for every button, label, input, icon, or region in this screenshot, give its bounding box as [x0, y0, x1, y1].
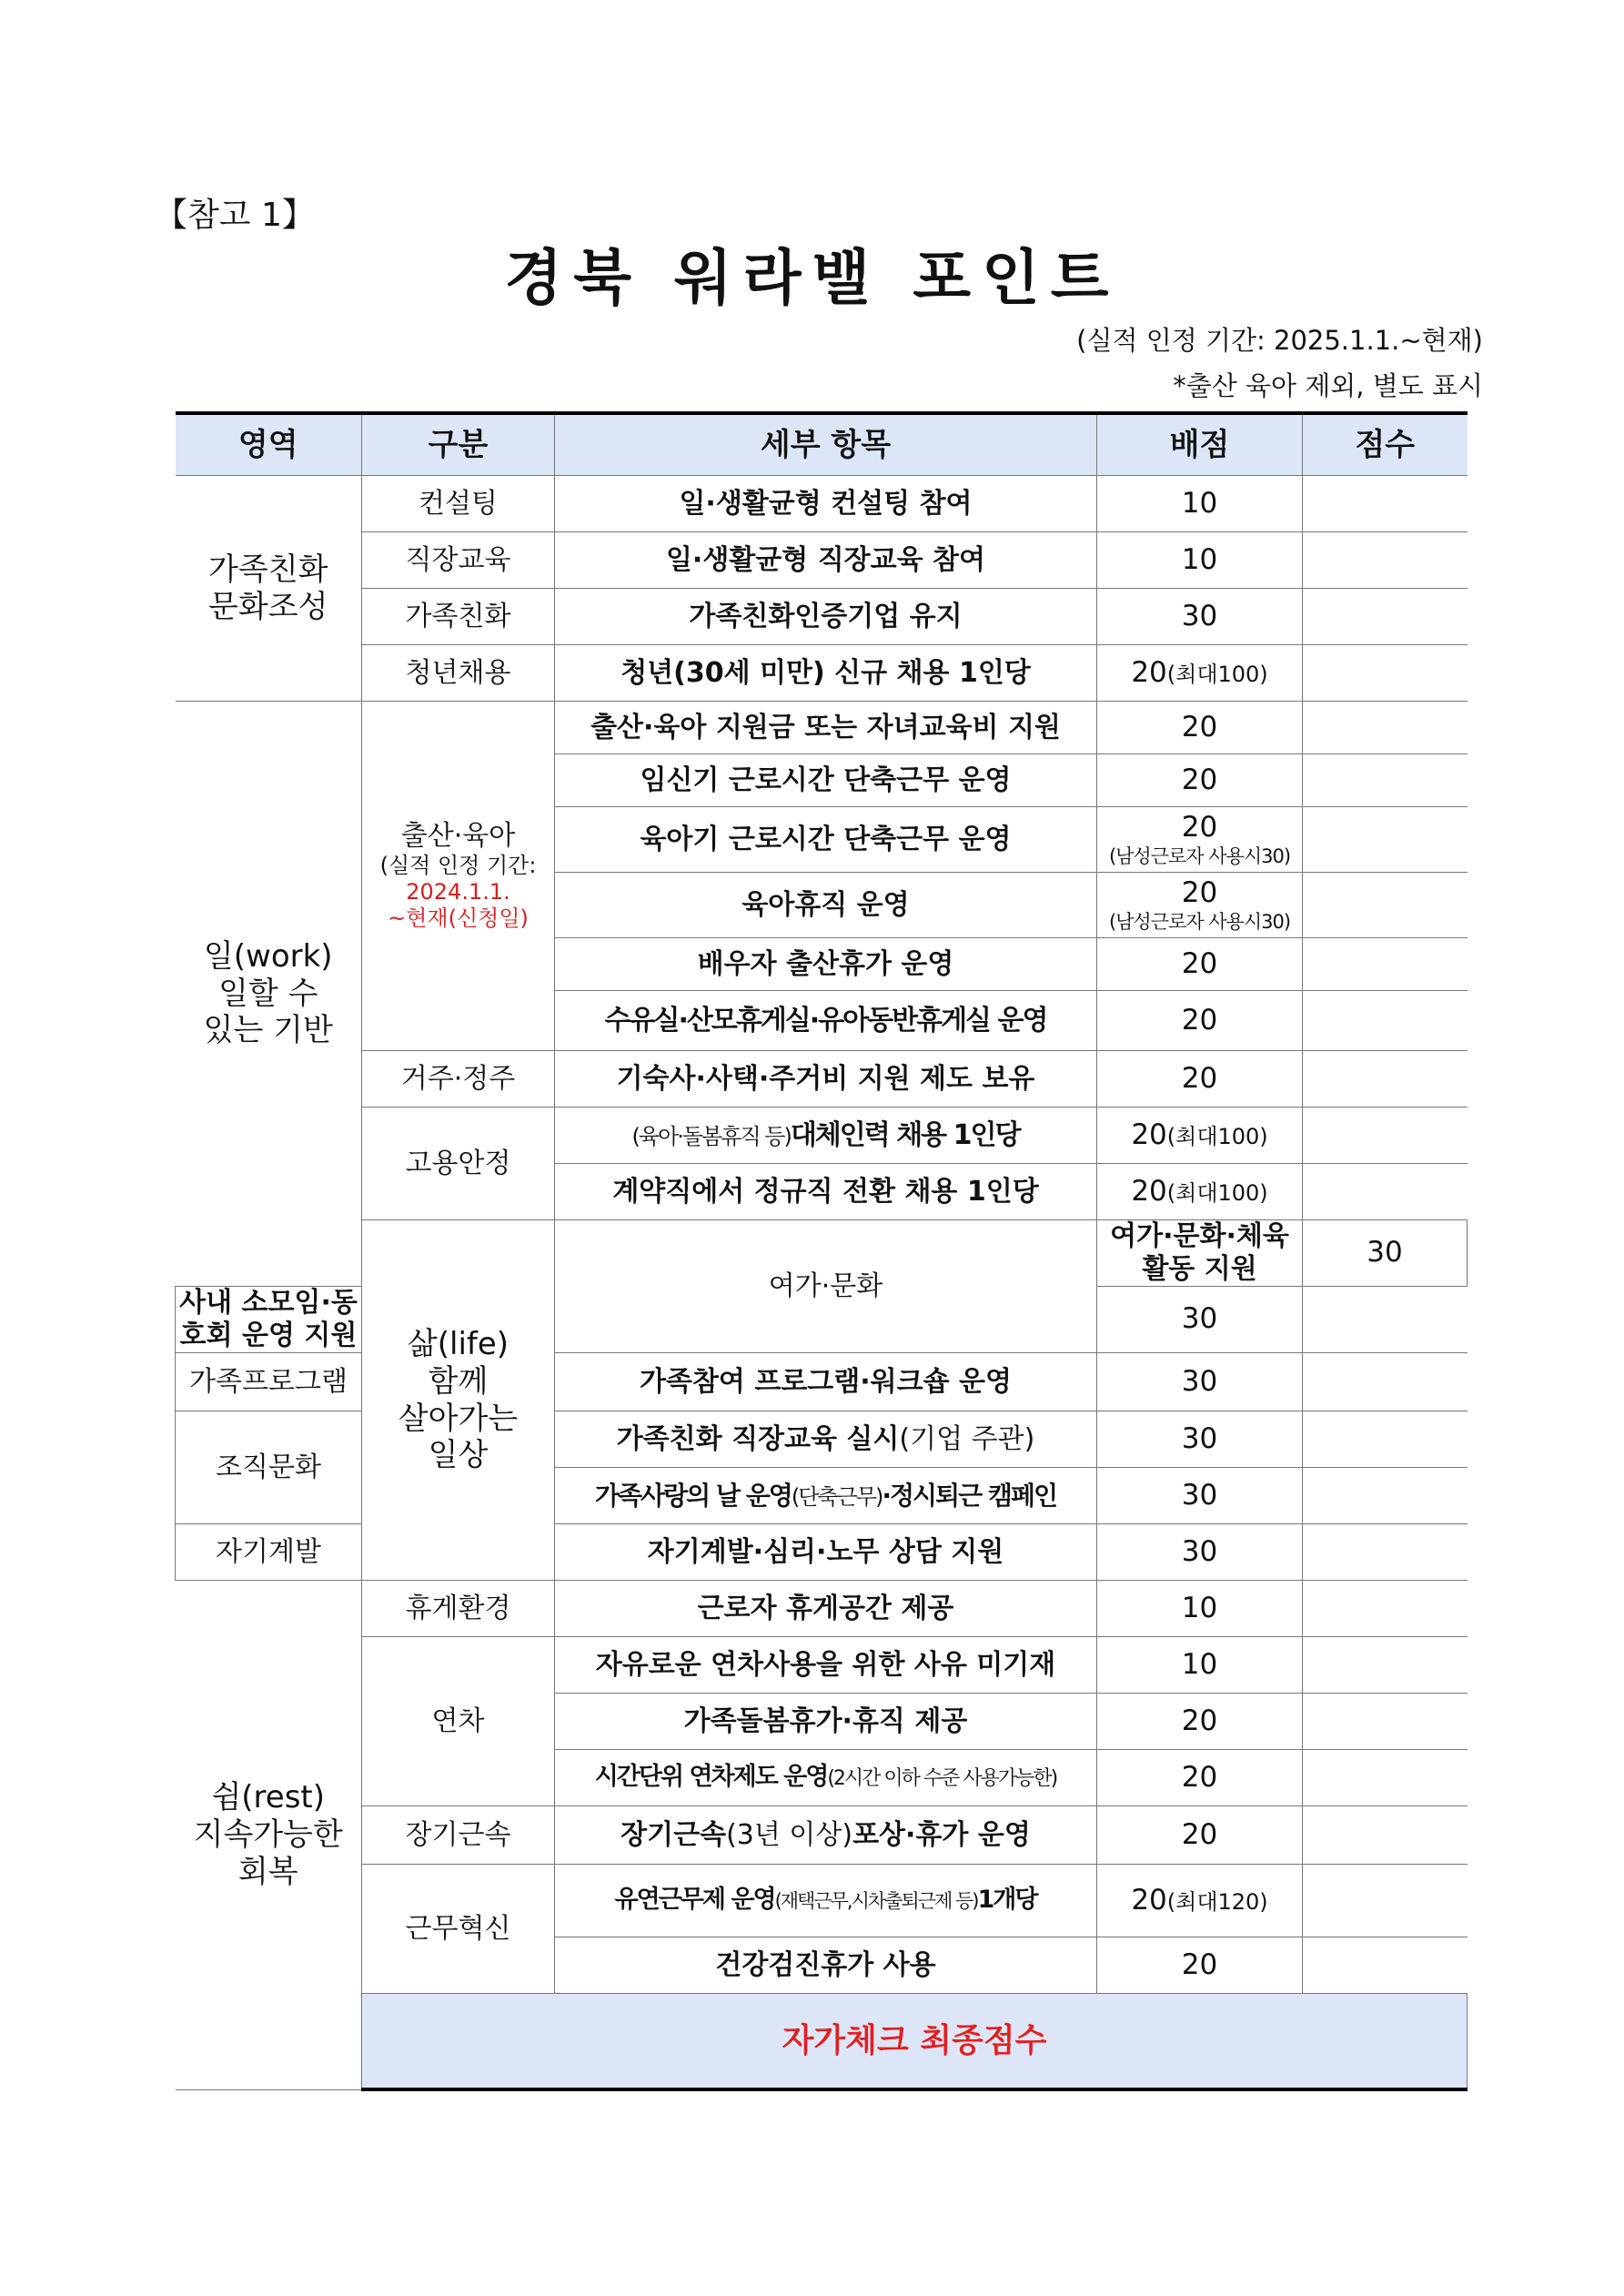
total-row	[176, 1994, 1468, 2090]
item-cell: 건강검진휴가 사용	[555, 1937, 1097, 1994]
item-cell: 사내 소모임·동호회 운영 지원	[176, 1287, 362, 1353]
points-cell: 10	[1097, 532, 1303, 589]
item-cell	[555, 1865, 1097, 1937]
table-row	[176, 1108, 1468, 1164]
area-work	[176, 702, 362, 1287]
col-header-area: 영역	[176, 413, 362, 476]
item-cell: 일·생활균형 컨설팅 참여	[555, 476, 1097, 532]
score-input[interactable]	[1303, 1937, 1468, 1994]
item-text: 가족사랑의 날 운영	[594, 1480, 792, 1511]
score-input[interactable]	[1303, 1750, 1468, 1806]
category-period-until: ~현재(신청일)	[388, 905, 529, 931]
col-header-score: 점수	[1303, 413, 1468, 476]
item-note: (재택근무,시차출퇴근제 등)	[774, 1890, 978, 1913]
item-cell: 청년(30세 미만) 신규 채용 1인당	[555, 645, 1097, 702]
table-row	[176, 702, 1468, 754]
category-period-date: 2024.1.1.	[406, 879, 510, 905]
score-input[interactable]	[1303, 1411, 1468, 1468]
item-cell: 자유로운 연차사용을 위한 사유 미기재	[555, 1637, 1097, 1694]
points-value: 20	[1181, 811, 1218, 845]
points-cell: 10	[1097, 476, 1303, 532]
score-input[interactable]	[1303, 1694, 1468, 1750]
item-cell: 배우자 출산휴가 운영	[555, 938, 1097, 991]
item-mid: (3년 이상)	[726, 1818, 853, 1851]
category-cell: 고용안정	[362, 1108, 555, 1220]
table-row	[176, 1806, 1468, 1865]
points-cell: 30	[1097, 1468, 1303, 1524]
points-cell	[1097, 873, 1303, 938]
points-cell: 20	[1097, 702, 1303, 754]
item-cell: 근로자 휴게공간 제공	[555, 1581, 1097, 1637]
item-text: 대체인력 채용 1인당	[790, 1118, 1020, 1151]
score-input[interactable]	[1303, 1865, 1468, 1937]
item-cell: 육아기 근로시간 단축근무 운영	[555, 807, 1097, 873]
item-prefix: (육아·돌봄휴직 등)	[631, 1123, 791, 1149]
score-input[interactable]	[1303, 1806, 1468, 1865]
points-cell	[1097, 1108, 1303, 1164]
points-value: 20	[1131, 1883, 1167, 1917]
item-cell: 육아휴직 운영	[555, 873, 1097, 938]
item-text: 유연근무제 운영	[614, 1886, 775, 1915]
area-family	[176, 476, 362, 702]
item-cell	[555, 1806, 1097, 1865]
score-input[interactable]	[1303, 1051, 1468, 1108]
table-row	[176, 1865, 1468, 1937]
category-cell: 근무혁신	[362, 1865, 555, 1994]
score-input[interactable]	[1303, 589, 1468, 645]
item-cell	[555, 1411, 1097, 1468]
score-input[interactable]	[1303, 873, 1468, 938]
category-cell: 여가·문화	[555, 1220, 1097, 1353]
item-text: 장기근속	[620, 1818, 727, 1851]
item-cell	[555, 1108, 1097, 1164]
score-input[interactable]	[1303, 1108, 1468, 1164]
item-text-end: 포상·휴가 운영	[852, 1818, 1031, 1851]
points-cell: 30	[1097, 1524, 1303, 1581]
points-cell: 10	[1097, 1581, 1303, 1637]
points-cell: 20	[1097, 1694, 1303, 1750]
item-cell: 가족친화인증기업 유지	[555, 589, 1097, 645]
points-note: (남성근로자 사용시30)	[1108, 845, 1291, 867]
points-cell	[1097, 807, 1303, 873]
category-cell: 거주·정주	[362, 1051, 555, 1108]
category-cell: 직장교육	[362, 532, 555, 589]
table-row	[176, 589, 1468, 645]
item-cell: 여가·문화·체육 활동 지원	[1097, 1220, 1303, 1287]
points-cell: 30	[1097, 1353, 1303, 1411]
points-cell: 10	[1097, 1637, 1303, 1694]
points-cell: 20	[1097, 938, 1303, 991]
table-row	[176, 1637, 1468, 1694]
area-label: 가족친화 문화조성	[208, 551, 328, 625]
item-cell: 계약직에서 정규직 전환 채용 1인당	[555, 1164, 1097, 1220]
page-title: 경북 워라밸 포인트	[504, 243, 1120, 313]
category-cell: 청년채용	[362, 645, 555, 702]
area-label: 삶(life) 함께 살아가는 일상	[398, 1325, 519, 1474]
points-cell: 20	[1097, 754, 1303, 807]
points-cap: (최대100)	[1166, 661, 1268, 687]
points-cell: 30	[1097, 589, 1303, 645]
score-input[interactable]	[1303, 702, 1468, 754]
category-cell: 조직문화	[176, 1411, 362, 1524]
points-cell: 20	[1097, 1051, 1303, 1108]
item-cell: 가족참여 프로그램·워크숍 운영	[555, 1353, 1097, 1411]
score-input[interactable]	[1303, 1164, 1468, 1220]
points-cap: (최대100)	[1166, 1123, 1268, 1149]
category-cell: 연차	[362, 1637, 555, 1806]
points-value: 20	[1131, 655, 1167, 689]
item-cell: 가족돌봄휴가·휴직 제공	[555, 1694, 1097, 1750]
category-cell: 장기근속	[362, 1806, 555, 1865]
points-cell	[1097, 645, 1303, 702]
points-value: 20	[1131, 1174, 1167, 1208]
category-label: 출산·육아	[400, 820, 516, 853]
item-cell	[555, 1750, 1097, 1806]
area-label: 일(work) 일할 수 있는 기반	[203, 937, 333, 1049]
col-header-category: 구분	[362, 413, 555, 476]
score-input[interactable]	[1303, 807, 1468, 873]
col-header-points: 배점	[1097, 413, 1303, 476]
table-row	[176, 1581, 1468, 1637]
item-text-end: ·정시퇴근 캠페인	[882, 1480, 1057, 1511]
item-cell: 수유실·산모휴게실·유아동반휴게실 운영	[555, 991, 1097, 1051]
score-input[interactable]	[1303, 1524, 1468, 1581]
points-cell	[1097, 1865, 1303, 1937]
item-note: (2시간 이하 수준 사용가능한)	[827, 1767, 1057, 1791]
table-row	[176, 1220, 1468, 1287]
points-cell: 20	[1097, 1750, 1303, 1806]
item-note: (단축근무)	[791, 1483, 883, 1510]
category-childcare	[362, 702, 555, 1051]
category-cell: 가족프로그램	[176, 1353, 362, 1411]
item-text: 시간단위 연차제도 운영	[594, 1763, 828, 1792]
score-input[interactable]	[1303, 1637, 1468, 1694]
score-input[interactable]	[1303, 1468, 1468, 1524]
points-cell: 30	[1097, 1287, 1303, 1353]
period-note: (실적 인정 기간: 2025.1.1.~현재)	[1076, 325, 1483, 356]
exception-note: *출산 육아 제외, 별도 표시	[1173, 370, 1483, 401]
points-cell	[1097, 1164, 1303, 1220]
table-header-row	[176, 413, 1468, 476]
category-cell: 휴게환경	[362, 1581, 555, 1637]
table-row	[176, 532, 1468, 589]
score-input[interactable]	[1303, 645, 1468, 702]
points-table	[175, 411, 1468, 2091]
points-value: 20	[1181, 876, 1218, 910]
score-input[interactable]	[1303, 1581, 1468, 1637]
reference-label: 【참고 1】	[155, 197, 315, 234]
category-cell: 컨설팅	[362, 476, 555, 532]
item-cell: 자기계발·심리·노무 상담 지원	[555, 1524, 1097, 1581]
table-row	[176, 645, 1468, 702]
points-cap: (최대100)	[1166, 1179, 1268, 1206]
category-cell: 가족친화	[362, 589, 555, 645]
category-cell: 자기계발	[176, 1524, 362, 1581]
item-cell: 출산·육아 지원금 또는 자녀교육비 지원	[555, 702, 1097, 754]
points-cell: 20	[1097, 991, 1303, 1051]
score-input[interactable]	[1303, 476, 1468, 532]
points-cap: (최대120)	[1166, 1888, 1268, 1915]
total-label: 자가체크 최종점수	[362, 1994, 1468, 2090]
points-value: 20	[1131, 1118, 1167, 1151]
points-cell: 30	[1097, 1411, 1303, 1468]
points-cell: 20	[1097, 1937, 1303, 1994]
points-cell: 30	[1303, 1220, 1468, 1287]
table-row	[176, 476, 1468, 532]
item-cell	[555, 1468, 1097, 1524]
item-text: 가족친화 직장교육 실시	[616, 1422, 900, 1455]
col-header-item: 세부 항목	[555, 413, 1097, 476]
area-rest	[176, 1581, 362, 2090]
item-suffix: (기업 주관)	[899, 1422, 1035, 1455]
score-input[interactable]	[1303, 938, 1468, 991]
item-text-end: 1개당	[977, 1886, 1037, 1915]
item-cell: 일·생활균형 직장교육 참여	[555, 532, 1097, 589]
points-note: (남성근로자 사용시30)	[1108, 910, 1291, 933]
item-cell: 기숙사·사택·주거비 지원 제도 보유	[555, 1051, 1097, 1108]
item-cell: 임신기 근로시간 단축근무 운영	[555, 754, 1097, 807]
score-input[interactable]	[1303, 1353, 1468, 1411]
score-input[interactable]	[1303, 991, 1468, 1051]
score-input[interactable]	[1303, 754, 1468, 807]
category-period-label: (실적 인정 기간:	[379, 853, 537, 879]
area-life	[362, 1220, 555, 1581]
score-input[interactable]	[1303, 532, 1468, 589]
points-cell: 20	[1097, 1806, 1303, 1865]
table-row	[176, 1051, 1468, 1108]
area-label: 쉼(rest) 지속가능한 회복	[193, 1779, 343, 1890]
score-input[interactable]	[1303, 1287, 1468, 1353]
